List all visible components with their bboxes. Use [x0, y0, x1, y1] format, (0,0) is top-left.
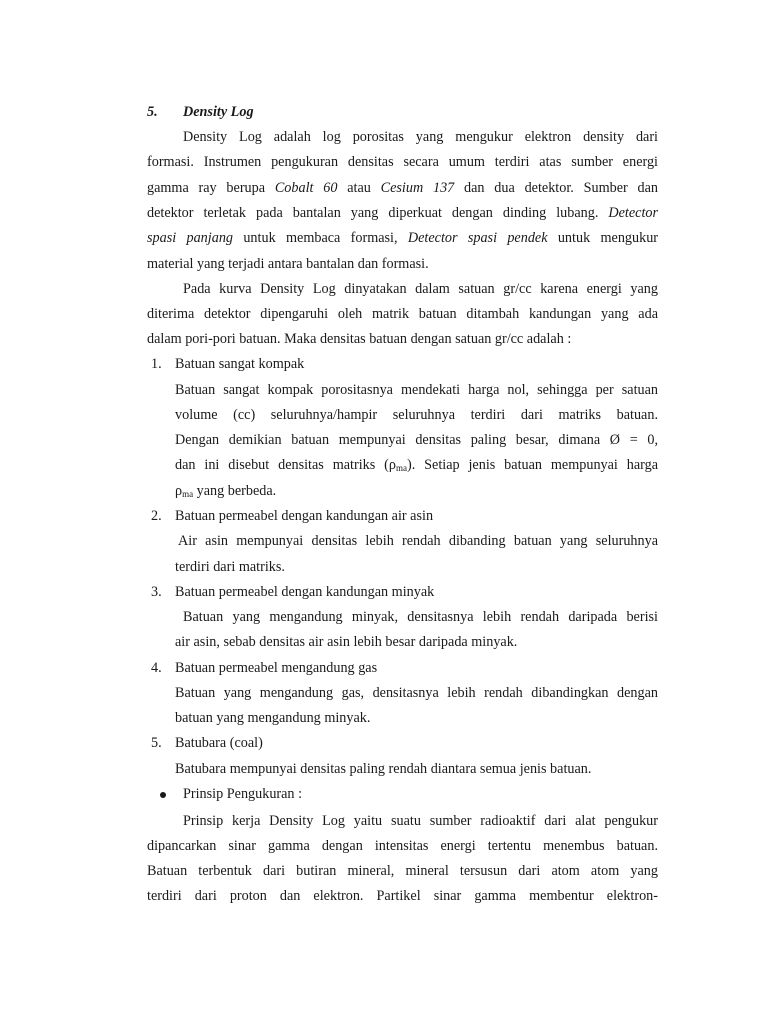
item4-line1: Batuan yang mengandung gas, densitasnya lebih rendah dibandingkan dengan [175, 685, 658, 701]
list-item-number: 4. [151, 660, 162, 676]
para1-line2: formasi. Instrumen pengukuran densitas secara umum terdiri atas sumber energi [147, 154, 658, 170]
section-title: Density Log [183, 104, 254, 120]
item1-line4: dan ini disebut densitas matriks $(\rho_{ma})$. Setiap jenis batuan mempunyai harga [175, 457, 659, 473]
para2-line2: diterima detektor dipengaruhi oleh matrik batuan ditambah kandungan yang ada [147, 306, 658, 322]
item3-line1: Batuan yang mengandung minyak, densitasnya lebih rendah daripada berisi [183, 609, 658, 625]
para2-line1: Pada kurva Density Log dinyatakan dalam satuan gr/cc karena energi yang [183, 281, 658, 297]
list-item-number: 1. [151, 356, 162, 372]
item1-line3: Dengan demikian batuan mempunyai densitas paling besar, dimana Ø = 0, [175, 432, 658, 448]
item1-line2: volume (cc) seluruhnya/hampir seluruhnya terdiri dari matriks batuan. [175, 407, 658, 423]
item2-line1: Air asin mempunyai densitas lebih rendah dibanding batuan yang seluruhnya [178, 533, 658, 549]
para1-line4: detektor terletak pada bantalan yang diperkuat dengan dinding lubang. Detector [147, 205, 658, 221]
item4-line2: batuan yang mengandung minyak. [175, 710, 371, 726]
para3-line1: Prinsip kerja Density Log yaitu suatu sumber radioaktif dari alat pengukur [183, 813, 658, 829]
list-item-number: 5. [151, 735, 162, 751]
para1-line1: Density Log adalah log porositas yang mengukur elektron density dari [183, 129, 658, 145]
para3-line3: Batuan terbentuk dari butiran mineral, mineral tersusun dari atom atom yang [147, 863, 658, 879]
list-item-heading: Batuan permeabel dengan kandungan minyak [175, 584, 435, 600]
item3-line2: air asin, sebab densitas air asin lebih besar daripada minyak. [175, 634, 518, 650]
para3-line4: terdiri dari proton dan elektron. Partikel sinar gamma membentur elektron- [147, 888, 658, 904]
para1-line6: material yang terjadi antara bantalan dan formasi. [147, 256, 429, 272]
item1-line1: Batuan sangat kompak porositasnya mendekati harga nol, sehingga per satuan [175, 382, 658, 398]
list-item-heading: Batubara (coal) [175, 735, 263, 751]
list-item-heading: Batuan permeabel mengandung gas [175, 660, 378, 676]
para3-line2: dipancarkan sinar gamma dengan intensitas energi tertentu menembus batuan. [147, 838, 658, 854]
list-item-heading: Batuan sangat kompak [175, 356, 305, 372]
bullet-heading: Prinsip Pengukuran : [183, 786, 303, 802]
item2-line2: terdiri dari matriks. [175, 559, 285, 575]
para1-line3: gamma ray berupa Cobalt 60 atau Cesium 137 dan dua detektor. Sumber dan [147, 180, 659, 196]
bullet-icon [160, 785, 166, 803]
section-number: 5. [147, 104, 158, 120]
para1-line5: spasi panjang untuk membaca formasi, Detector spasi pendek untuk mengukur [147, 230, 659, 246]
para2-line3: dalam pori-pori batuan. Maka densitas batuan dengan satuan gr/cc adalah : [147, 331, 572, 347]
list-item-heading: Batuan permeabel dengan kandungan air asin [175, 508, 434, 524]
item5-line1: Batubara mempunyai densitas paling rendah diantara semua jenis batuan. [175, 761, 592, 777]
item1-line5: $\rho_{ma}$ yang berbeda. [175, 483, 277, 499]
list-item-number: 2. [151, 508, 162, 524]
list-item-number: 3. [151, 584, 162, 600]
